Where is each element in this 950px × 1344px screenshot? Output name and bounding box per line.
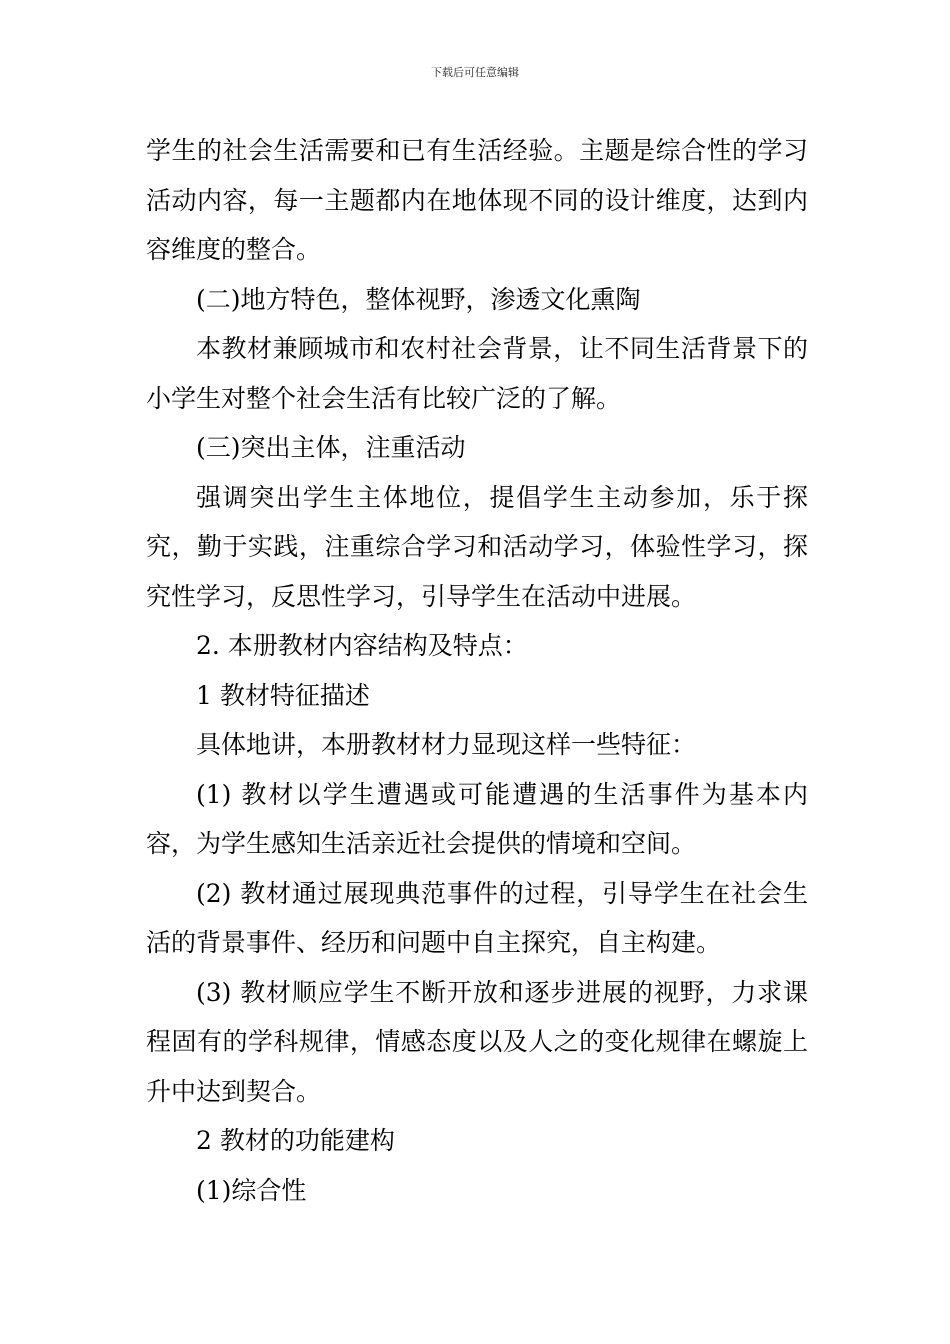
paragraph-12: 2 教材的功能建构 [196, 1126, 395, 1155]
paragraph-8: 具体地讲，本册教材材力显现这样一些特征： [196, 730, 697, 759]
paragraph-13: (1)综合性 [196, 1175, 307, 1205]
paragraph-4: (三)突出主体，注重活动 [196, 433, 466, 462]
paragraph-11: (3) 教材顺应学生不断开放和逐步进展的视野，力求课程固有的学科规律，情感态度以及人之的变化规律在螺旋上升中达到契合。 [146, 977, 808, 1106]
paragraph-5: 强调突出学生主体地位，提倡学生主动参加，乐于探究，勤于实践，注重综合学习和活动学习，体验性学习，探究性学习，反思性学习，引导学生在活动中进展。 [146, 482, 808, 611]
paragraph-3: 本教材兼顾城市和农村社会背景，让不同生活背景下的小学生对整个社会生活有比较广泛的了解。 [146, 334, 808, 413]
paragraph-1: 学生的社会生活需要和已有生活经验。主题是综合性的学习活动内容，每一主题都内在地体现不同的设计维度，达到内容维度的整合。 [146, 136, 808, 264]
paragraph-7: 1 教材特征描述 [196, 680, 370, 710]
document-body [146, 126, 808, 1215]
paragraph-6: 2. 本册教材内容结构及特点： [196, 631, 528, 660]
paragraph-10: (2) 教材通过展现典范事件的过程，引导学生在社会生活的背景事件、经历和问题中自主探究，自主构建。 [146, 878, 808, 957]
paragraph-2: (二)地方特色，整体视野，渗透文化熏陶 [196, 284, 641, 314]
page-header: 下载后可任意编辑 [431, 66, 519, 79]
paragraph-9: (1) 教材以学生遭遇或可能遭遇的生活事件为基本内容，为学生感知生活亲近社会提供的情境和空间。 [146, 779, 808, 858]
